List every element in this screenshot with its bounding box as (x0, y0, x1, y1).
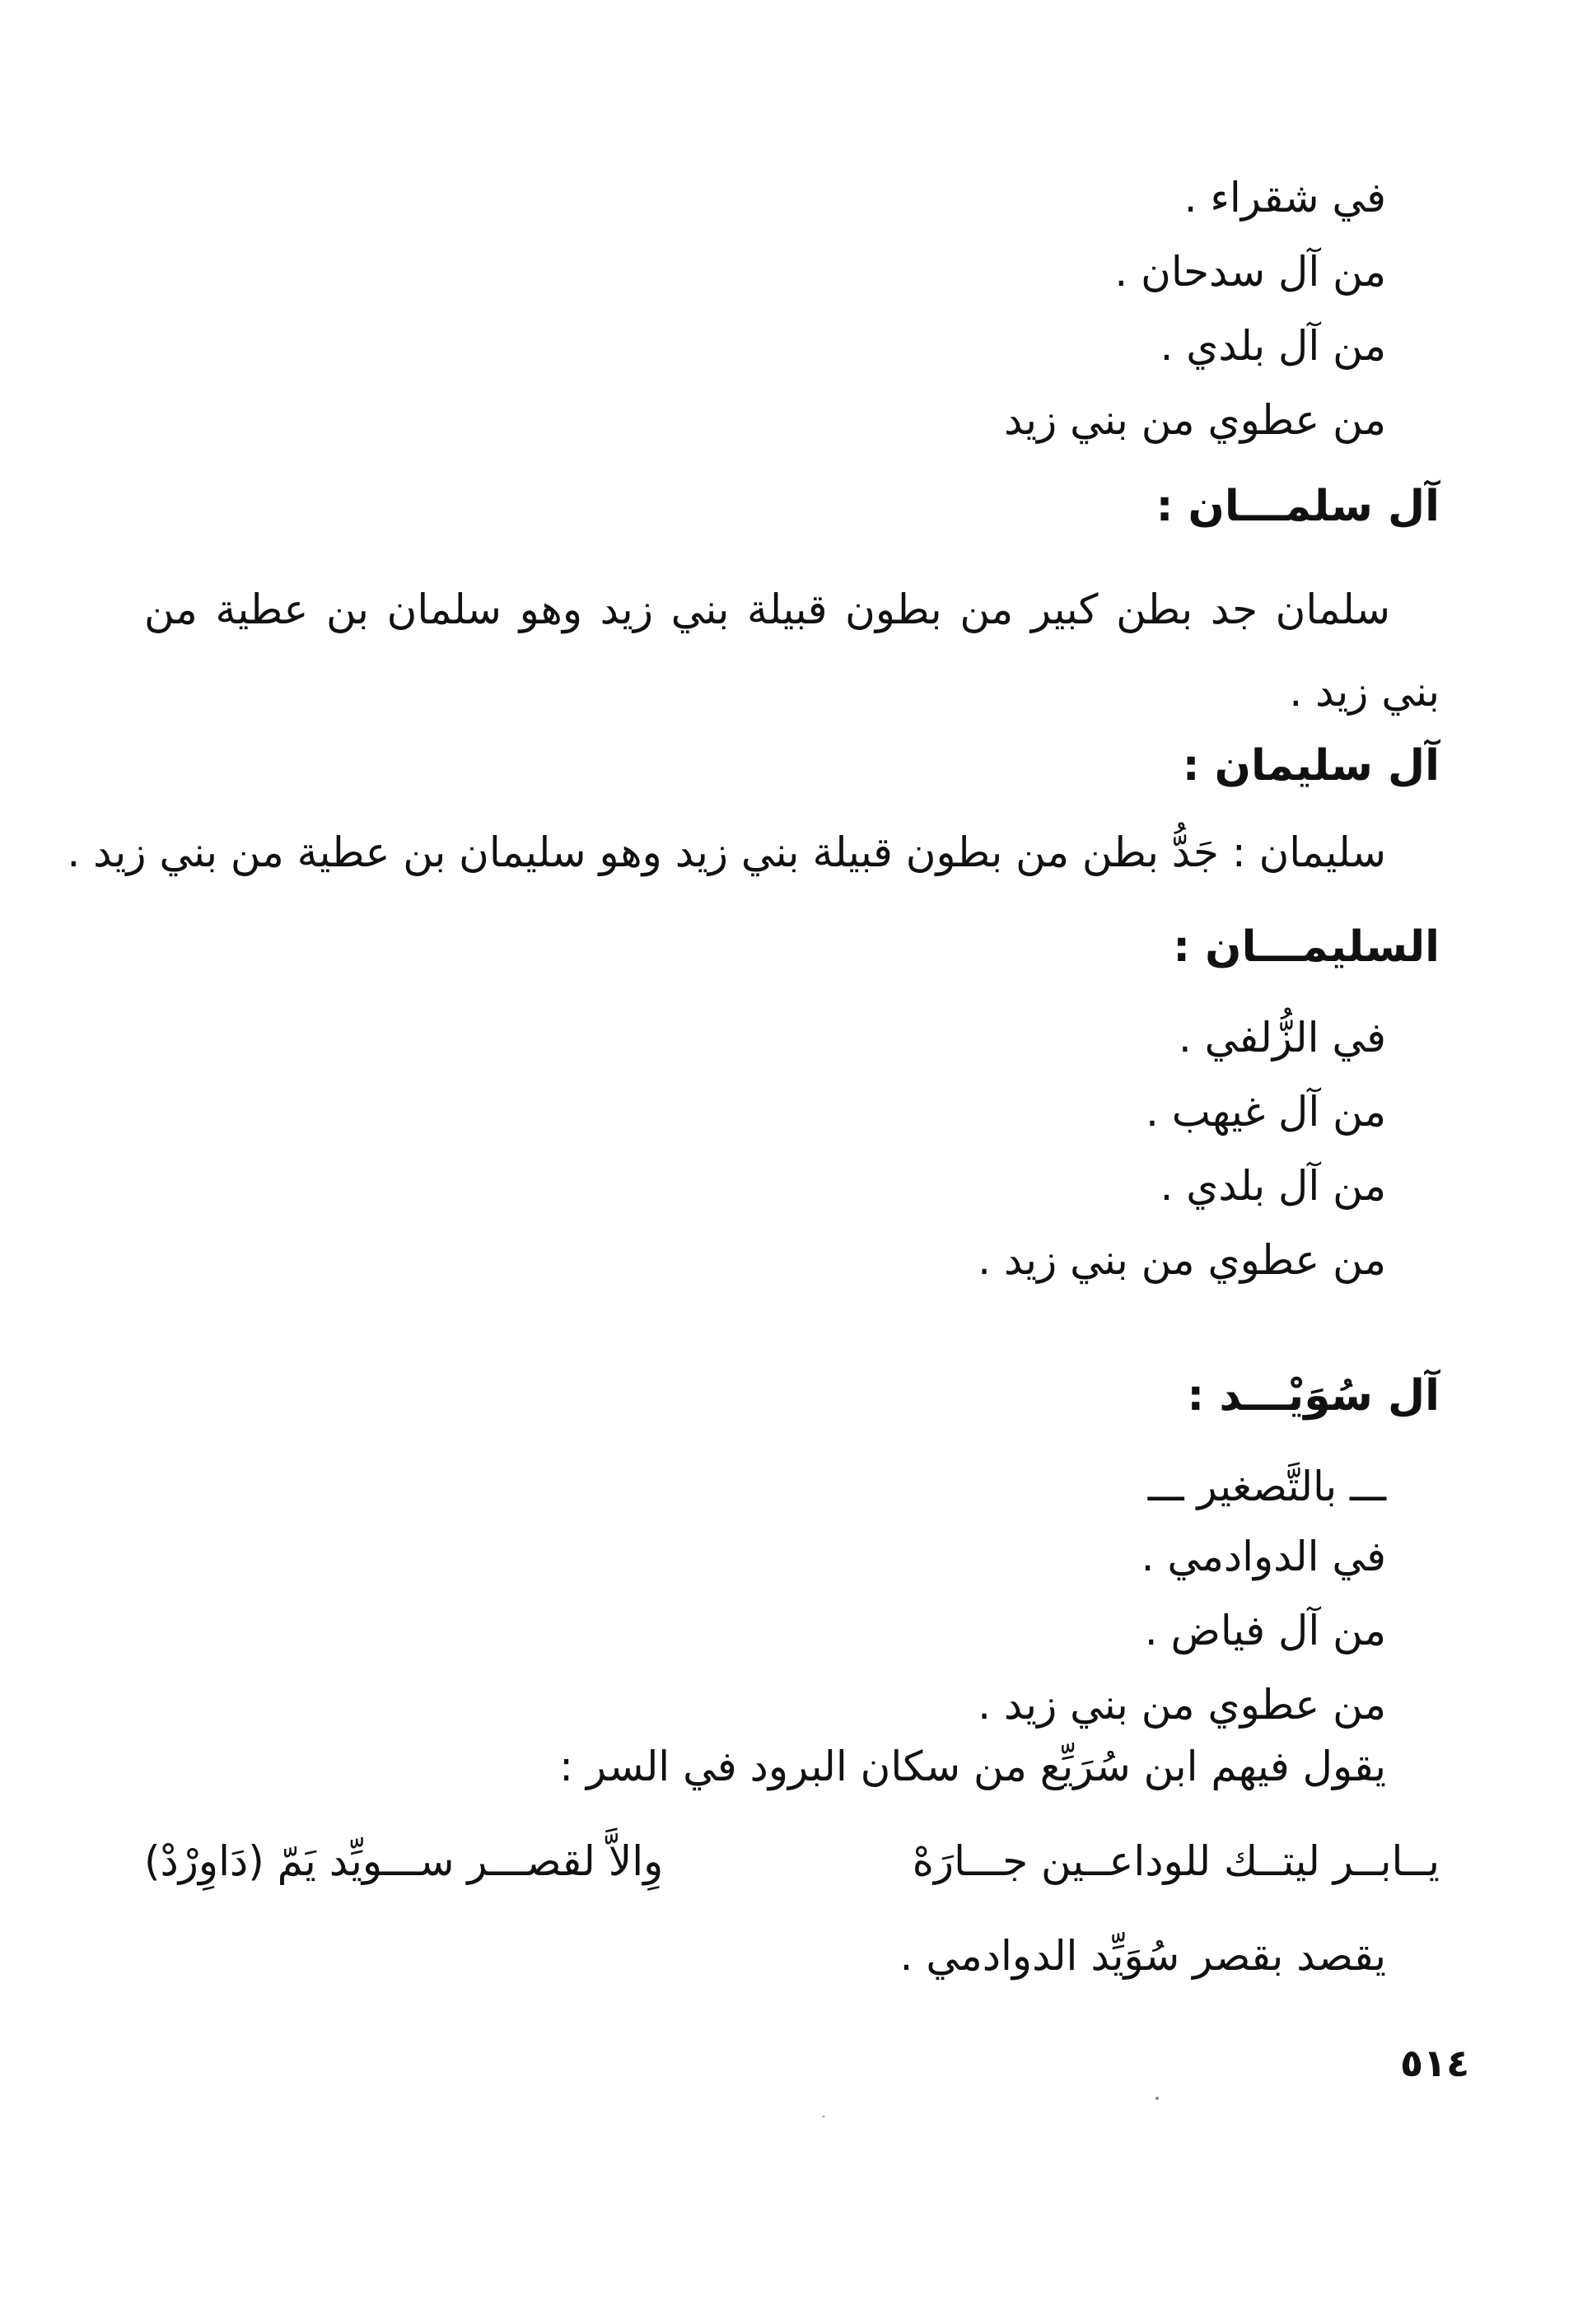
text-line: من عطوي من بني زيد (1003, 396, 1386, 444)
section-paragraph: سليمان : جَدُّ بطن من بطون قبيلة بني زيد وهو سليمان بن عطية من بني زيد . (67, 828, 1386, 876)
verse-second-hemistich: وِالاَّ لقصـــر ســـويِّد يَمّ (دَاوِرْدْ) (144, 1837, 664, 1885)
scan-speck (823, 2116, 825, 2118)
text-line: من آل بلدي . (1160, 322, 1386, 370)
page-number: ٥١٤ (1400, 2041, 1470, 2085)
section-heading: آل سلمـــان : (1155, 482, 1440, 531)
text-line: من آل بلدي . (1160, 1162, 1386, 1210)
text-line: من عطوي من بني زيد . (978, 1681, 1386, 1729)
text-line: من آل غيهب . (1145, 1088, 1386, 1136)
text-line: من آل فياض . (1144, 1607, 1386, 1654)
text-line: من آل سدحان . (1114, 248, 1386, 296)
section-heading: آل سُوَيْـــد : (1187, 1371, 1440, 1421)
text-line: من عطوي من بني زيد . (978, 1236, 1386, 1284)
section-heading: السليمـــان : (1173, 922, 1440, 972)
section-paragraph: سلمان جد بطن كبير من بطون قبيلة بني زيد وهو سلمان بن عطية من بني زيد . (144, 586, 1440, 716)
text-line: ـــ بالتَّصغير ـــ (1147, 1463, 1386, 1510)
text-line: في الدوادمي . (1141, 1533, 1386, 1580)
text-line: في شقراء . (1183, 174, 1386, 222)
closing-line: يقصد بقصر سُوَيِّد الدوادمي . (899, 1932, 1386, 1980)
scan-speck (1155, 2097, 1159, 2100)
section-heading: آل سليمان : (1182, 741, 1440, 791)
text-line: يقول فيهم ابن سُرَيِّع من سكان البرود في السر : (559, 1743, 1386, 1790)
verse-first-hemistich: يــابــر ليتــك للوداعــين جـــارَهْ (912, 1837, 1440, 1885)
text-line: في الزُّلفي . (1178, 1014, 1386, 1062)
